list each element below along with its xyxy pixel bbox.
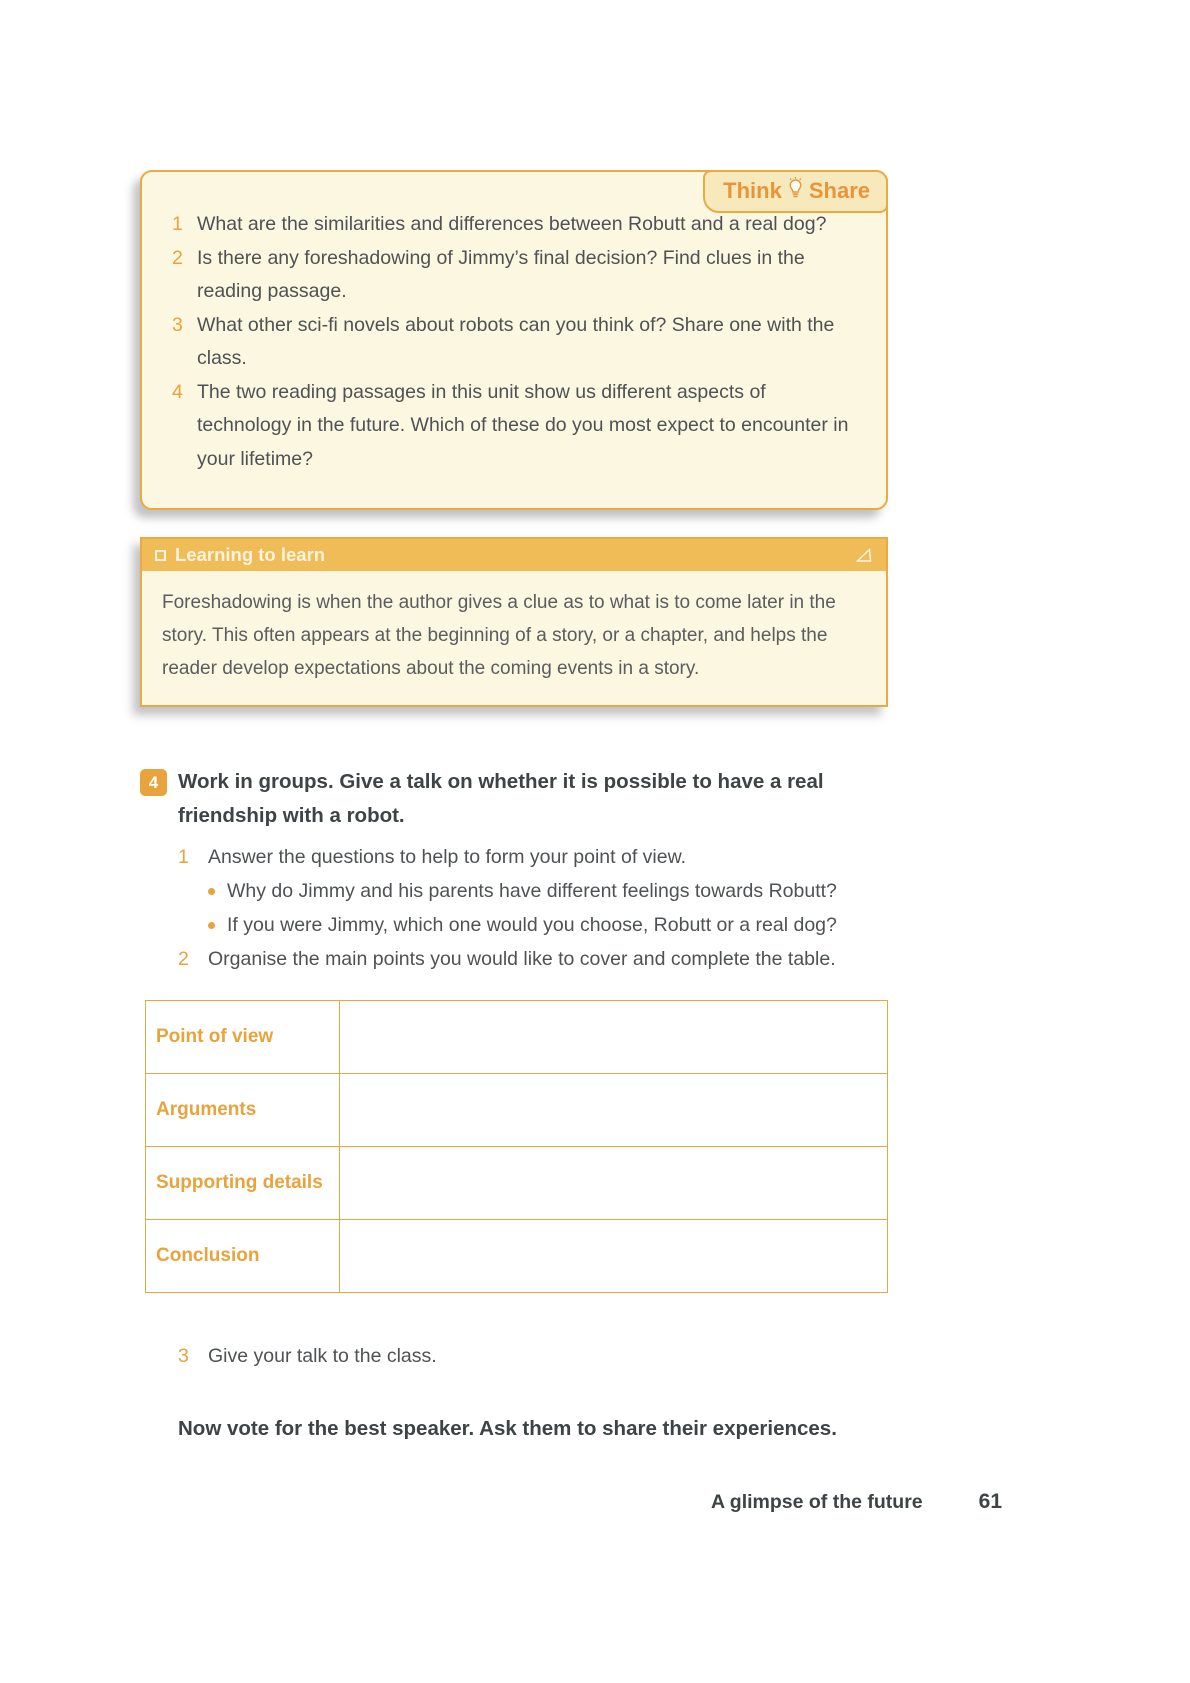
triangle-icon (856, 548, 872, 563)
question-item-3 (172, 309, 856, 376)
think-label: Think (723, 178, 782, 203)
table-row (146, 1220, 888, 1293)
checkbox-icon (155, 550, 166, 561)
table-row-label: Conclusion (146, 1220, 340, 1293)
page-footer (711, 1490, 1002, 1514)
activity-section (140, 765, 888, 1441)
table-row-label: Supporting details (146, 1147, 340, 1220)
unit-title: A glimpse of the future (711, 1491, 923, 1513)
table-row (146, 1074, 888, 1147)
learning-to-learn-title: Learning to learn (175, 544, 326, 565)
share-label: Share (808, 178, 870, 203)
step-1-bullets (208, 874, 888, 942)
question-text: The two reading passages in this unit show us different aspects of technology in the future. Which of these do you most expect to encounter in your lifetime? (197, 380, 849, 470)
step-1 (178, 840, 888, 874)
learning-to-learn-body: Foreshadowing is when the author gives a clue as to what is to come later in the story. This often appears at the beginning of a story, or a chapter, and helps the reader develop expectations about the coming events in a story. (162, 592, 836, 679)
lightbulb-icon (787, 177, 804, 199)
think-share-box (140, 170, 888, 510)
activity-title: Work in groups. Give a talk on whether it is possible to have a real friendship with a robot. (178, 770, 824, 827)
activity-number-badge: 4 (140, 769, 167, 796)
question-text: Is there any foreshadowing of Jimmy’s final decision? Find clues in the reading passage. (197, 246, 805, 302)
table-row (146, 1001, 888, 1074)
question-number: 4 (172, 380, 183, 403)
table-blank-cell (340, 1220, 888, 1293)
question-item-4 (172, 376, 856, 477)
page-content (140, 170, 888, 1441)
bullet-icon (208, 888, 215, 895)
question-text: What are the similarities and differences between Robutt and a real dog? (197, 213, 827, 235)
step-text: Organise the main points you would like to cover and complete the table. (208, 948, 836, 970)
bullet-item (208, 908, 888, 942)
learning-to-learn-box (140, 537, 888, 707)
learning-to-learn-header (142, 539, 886, 571)
table-blank-cell (340, 1147, 888, 1220)
planning-table (145, 1000, 888, 1293)
page-number: 61 (978, 1490, 1002, 1513)
think-share-badge (703, 170, 888, 213)
bullet-text: Why do Jimmy and his parents have different feelings towards Robutt? (227, 880, 837, 902)
question-item-2 (172, 242, 856, 309)
step-text: Answer the questions to help to form your point of view. (208, 846, 687, 868)
step-number: 1 (178, 846, 189, 868)
table-row-label: Arguments (146, 1074, 340, 1147)
step-number: 3 (178, 1345, 189, 1367)
table-row-label: Point of view (146, 1001, 340, 1074)
question-item-1 (172, 208, 856, 242)
vote-note: Now vote for the best speaker. Ask them to share their experiences. (178, 1417, 837, 1440)
activity-header (140, 765, 888, 833)
question-text: What other sci-fi novels about robots can you think of? Share one with the class. (197, 313, 835, 369)
step-text: Give your talk to the class. (208, 1345, 437, 1367)
table-blank-cell (340, 1001, 888, 1074)
step-2 (178, 942, 888, 976)
question-number: 1 (172, 213, 183, 235)
step-3-wrap (178, 1339, 888, 1373)
step-number: 2 (178, 948, 189, 970)
question-number: 2 (172, 246, 183, 269)
bullet-icon (208, 922, 215, 929)
step-3 (178, 1339, 888, 1373)
table-blank-cell (340, 1074, 888, 1147)
bullet-item (208, 874, 888, 908)
bullet-text: If you were Jimmy, which one would you choose, Robutt or a real dog? (227, 914, 837, 936)
question-number: 3 (172, 313, 183, 336)
table-row (146, 1147, 888, 1220)
activity-steps (178, 840, 888, 976)
